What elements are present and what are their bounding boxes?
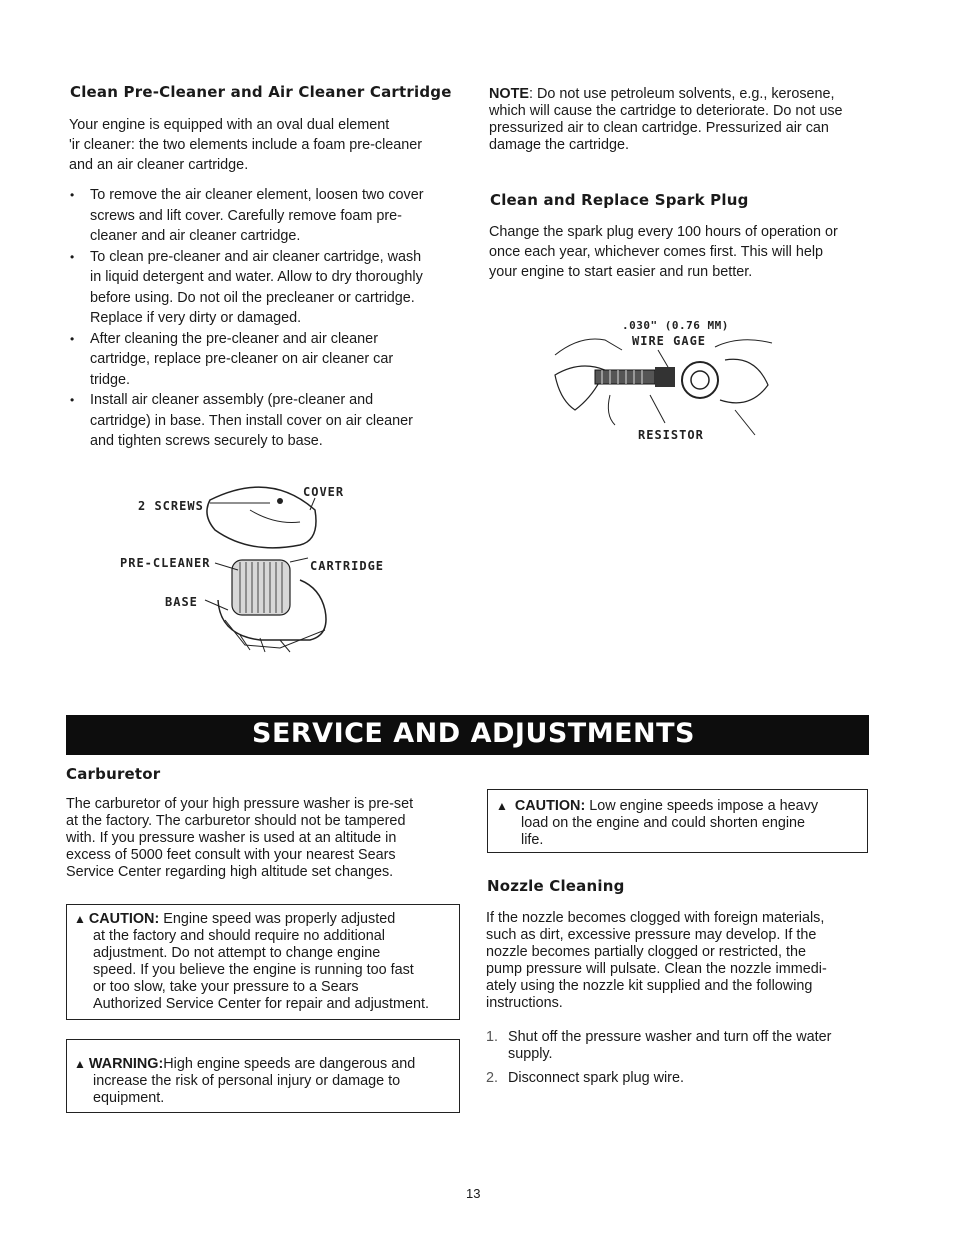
spark-plug-heading: Clean and Replace Spark Plug bbox=[490, 191, 749, 209]
list-item: • Install air cleaner assembly (pre-cleaner and cartridge) in base. Then install cover on air cleaner and tighten screws securely to base. bbox=[70, 392, 413, 449]
list-item: 1. Shut off the pressure washer and turn off the water supply. bbox=[486, 1029, 832, 1062]
label-gap: .030" (0.76 MM) bbox=[622, 319, 729, 332]
air-cleaner-figure bbox=[120, 470, 420, 660]
warning-triangle-icon: ▲ bbox=[496, 799, 508, 813]
list-item: • To clean pre-cleaner and air cleaner cartridge, wash in liquid detergent and water. Allow to dry thoroughly before using. Do not oil the precleaner or cartridge. Replace if very dirty or damaged. bbox=[70, 248, 423, 326]
list-item: 2. Disconnect spark plug wire. bbox=[486, 1070, 684, 1086]
warning-speed-box: ▲ WARNING:High engine speeds are dangerous and increase the risk of personal injury or damage to equipment. bbox=[66, 1039, 460, 1113]
nozzle-heading: Nozzle Cleaning bbox=[487, 877, 625, 895]
label-screws: 2 SCREWS bbox=[138, 499, 204, 513]
bullet-icon: • bbox=[70, 393, 75, 407]
page-number: 13 bbox=[466, 1186, 481, 1201]
caution-low-box: ▲ CAUTION: Low engine speeds impose a heavy load on the engine and could shorten engine life. bbox=[487, 789, 868, 853]
bullet-icon: • bbox=[70, 188, 75, 202]
warning-triangle-icon: ▲ bbox=[74, 1057, 86, 1071]
list-item: • To remove the air cleaner element, loosen two cover screws and lift cover. Carefully remove foam pre- cleaner and air cleaner cartridge. bbox=[70, 187, 424, 244]
label-wire-gage: WIRE GAGE bbox=[632, 334, 707, 348]
label-resistor: RESISTOR bbox=[638, 428, 704, 442]
label-cartridge: CARTRIDGE bbox=[310, 559, 385, 573]
spark-plug-paragraph: Change the spark plug every 100 hours of operation or once each year, whichever comes first. This will help your engine to start easier and run better. bbox=[489, 224, 838, 280]
label-pre-cleaner: PRE-CLEANER bbox=[120, 556, 211, 570]
label-cover: COVER bbox=[303, 485, 345, 499]
section-banner bbox=[66, 715, 869, 755]
bullet-icon: • bbox=[70, 249, 75, 264]
carburetor-paragraph: The carburetor of your high pressure washer is pre-set at the factory. The carburetor should not be tampered with. If you pressure washer is used at an altitude in excess of 5000 feet consult with your nearest Sears Service Center regarding high altitude set changes. bbox=[66, 796, 414, 880]
bullet-icon: • bbox=[70, 331, 75, 346]
spark-plug-figure bbox=[550, 315, 780, 450]
nozzle-steps bbox=[486, 1029, 886, 1094]
air-cleaner-heading: Clean Pre-Cleaner and Air Cleaner Cartridge bbox=[70, 83, 452, 101]
list-item: • After cleaning the pre-cleaner and air cleaner cartridge, replace pre-cleaner on air cleaner car tridge. bbox=[70, 330, 394, 388]
air-cleaner-intro: Your engine is equipped with an oval dual element 'ir cleaner: the two elements include a foam pre-cleaner and an air cleaner cartridge. bbox=[69, 117, 423, 173]
label-base: BASE bbox=[165, 595, 198, 609]
warning-triangle-icon: ▲ bbox=[74, 912, 86, 926]
banner-title: SERVICE AND ADJUSTMENTS bbox=[252, 718, 695, 749]
air-cleaner-steps bbox=[68, 185, 473, 452]
caution-speed-box: ▲ CAUTION: Engine speed was properly adjusted at the factory and should require no additional adjustment. Do not attempt to change engine speed. If you believe the engine is running too fast or too slow, take your pressure to a Sears Authorized Service Center for repair and adjustment. bbox=[66, 904, 460, 1020]
carburetor-heading: Carburetor bbox=[66, 765, 161, 783]
note-paragraph: NOTE: Do not use petroleum solvents, e.g., kerosene, which will cause the cartridge to deteriorate. Do not use pressurized air to clean cartridge. Pressurized air can damage the cartridge. bbox=[489, 86, 843, 153]
nozzle-paragraph: If the nozzle becomes clogged with foreign materials, such as dirt, excessive pressure may develop. If the nozzle becomes partially clogged or restricted, the pump pressure will pulsate. Clean the nozzle immedi- ately using the nozzle kit supplied and the following instructions. bbox=[486, 910, 827, 1011]
